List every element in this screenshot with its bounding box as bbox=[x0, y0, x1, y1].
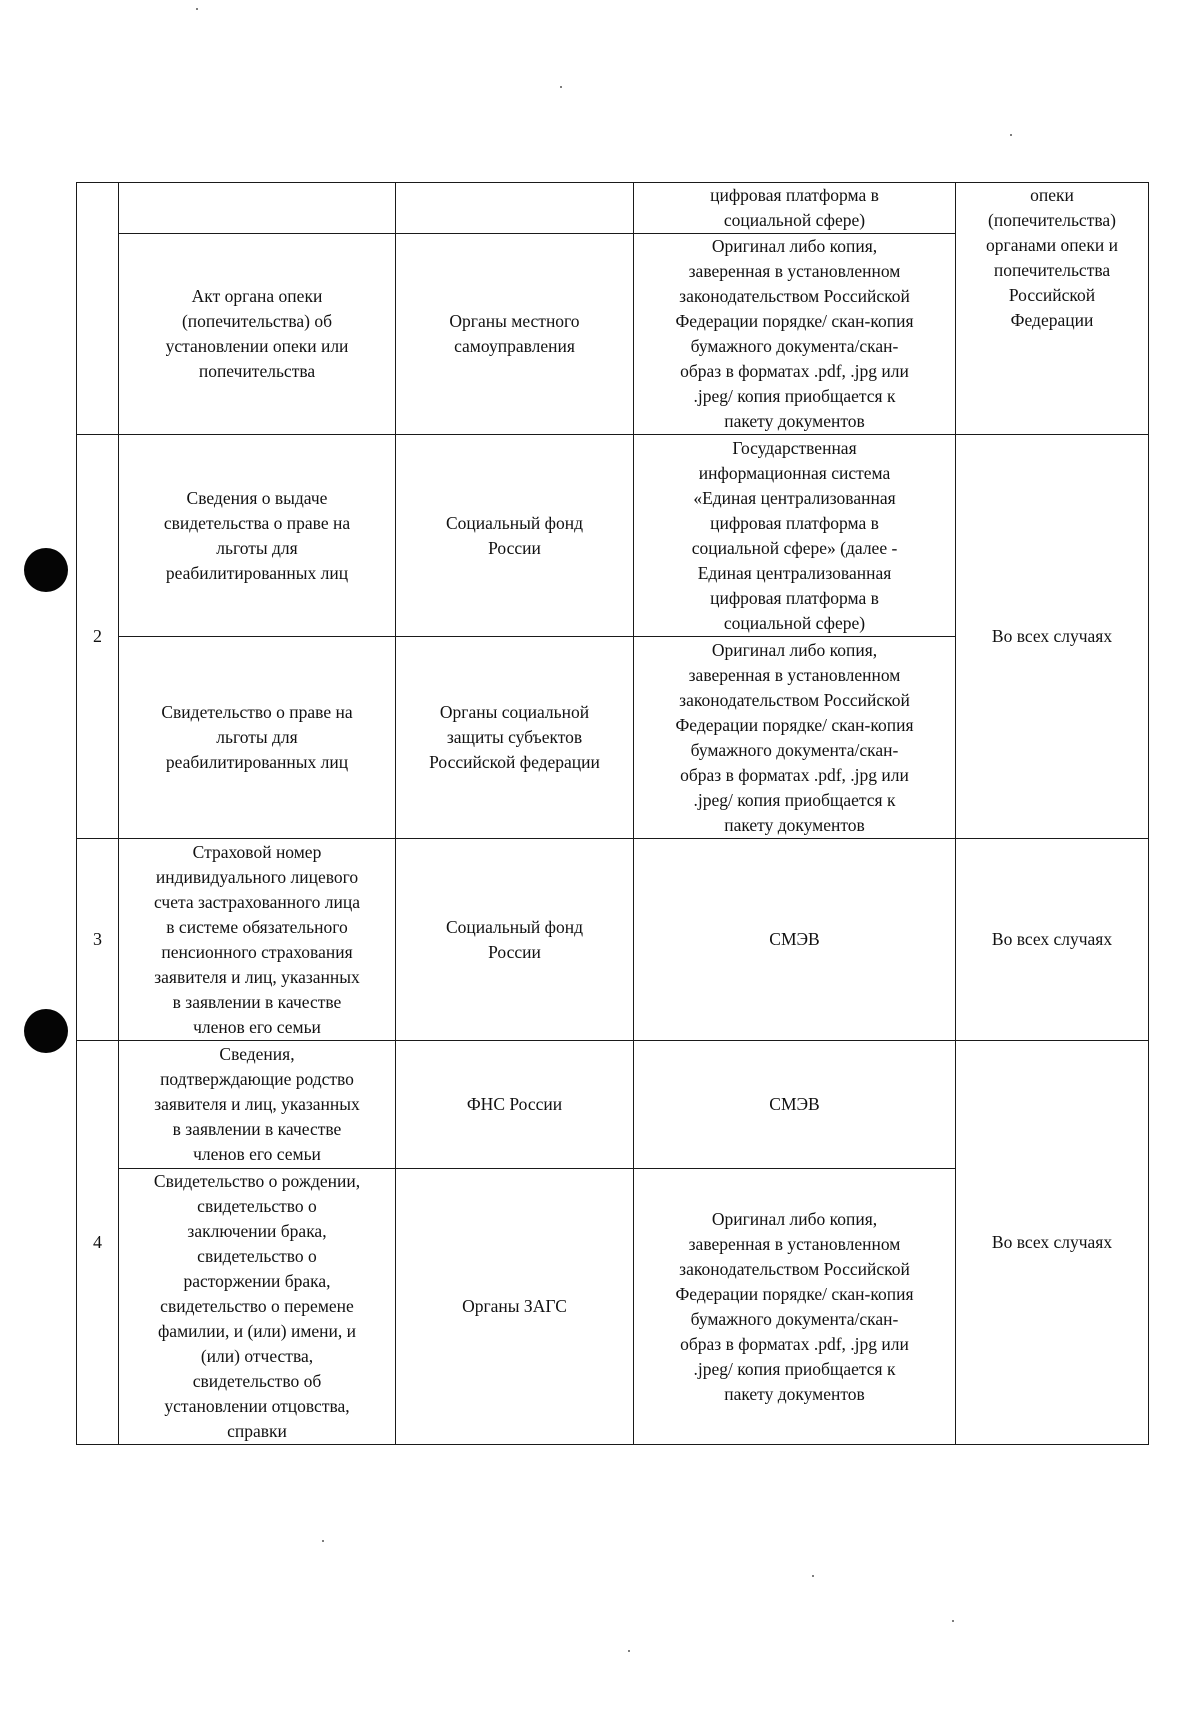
document-cell: Свидетельство о праве на льготы для реабилитированных лиц bbox=[119, 637, 396, 839]
row-number-cell bbox=[77, 183, 119, 435]
source-cell bbox=[396, 183, 634, 234]
method-cell: Оригинал либо копия, заверенная в установленном законодательством Российской Федерации порядке/ скан-копия бумажного документа/скан- образ в форматах .pdf, .jpg или .jpeg/ копия приобщается к пакету документов bbox=[634, 234, 956, 435]
cases-cell: Во всех случаях bbox=[956, 435, 1149, 839]
source-cell: Органы ЗАГС bbox=[396, 1169, 634, 1445]
table-row bbox=[77, 839, 1149, 1041]
document-cell bbox=[119, 183, 396, 234]
table-row bbox=[77, 183, 1149, 234]
document-cell: Сведения, подтверждающие родство заявителя и лиц, указанных в заявлении в качестве членов его семьи bbox=[119, 1041, 396, 1169]
cases-cell: Во всех случаях bbox=[956, 839, 1149, 1041]
punch-hole-top bbox=[24, 548, 68, 592]
punch-hole-bottom bbox=[24, 1009, 68, 1053]
method-cell: СМЭВ bbox=[634, 1041, 956, 1169]
row-number-cell: 4 bbox=[77, 1041, 119, 1445]
document-cell: Страховой номер индивидуального лицевого счета застрахованного лица в системе обязательного пенсионного страхования заявителя и лиц, указанных в заявлении в качестве членов его семьи bbox=[119, 839, 396, 1041]
scan-speck bbox=[628, 1650, 630, 1652]
table-row bbox=[77, 1041, 1149, 1169]
row-number-cell: 3 bbox=[77, 839, 119, 1041]
scan-speck bbox=[322, 1540, 324, 1542]
method-cell: Государственная информационная система «Единая централизованная цифровая платформа в социальной сфере» (далее - Единая централизованная цифровая платформа в социальной сфере) bbox=[634, 435, 956, 637]
method-cell: СМЭВ bbox=[634, 839, 956, 1041]
method-cell: цифровая платформа в социальной сфере) bbox=[634, 183, 956, 234]
method-cell: Оригинал либо копия, заверенная в установленном законодательством Российской Федерации порядке/ скан-копия бумажного документа/скан- образ в форматах .pdf, .jpg или .jpeg/ копия приобщается к пакету документов bbox=[634, 637, 956, 839]
cases-cell: опеки (попечительства) органами опеки и попечительства Российской Федерации bbox=[956, 183, 1149, 435]
document-cell: Свидетельство о рождении, свидетельство о заключении брака, свидетельство о расторжении брака, свидетельство о перемене фамилии, и (или) имени, и (или) отчества, свидетельство об установлении отцовства, справки bbox=[119, 1169, 396, 1445]
scan-speck bbox=[560, 86, 562, 88]
source-cell: Органы социальной защиты субъектов Российской федерации bbox=[396, 637, 634, 839]
cases-cell: Во всех случаях bbox=[956, 1041, 1149, 1445]
method-cell: Оригинал либо копия, заверенная в установленном законодательством Российской Федерации порядке/ скан-копия бумажного документа/скан- образ в форматах .pdf, .jpg или .jpeg/ копия приобщается к пакету документов bbox=[634, 1169, 956, 1445]
table-row bbox=[77, 435, 1149, 637]
scan-speck bbox=[196, 8, 198, 10]
document-cell: Акт органа опеки (попечительства) об установлении опеки или попечительства bbox=[119, 234, 396, 435]
document-cell: Сведения о выдаче свидетельства о праве на льготы для реабилитированных лиц bbox=[119, 435, 396, 637]
source-cell: Социальный фонд России bbox=[396, 435, 634, 637]
source-cell: Органы местного самоуправления bbox=[396, 234, 634, 435]
scan-speck bbox=[1010, 134, 1012, 136]
documents-table bbox=[76, 182, 1149, 1445]
scan-speck bbox=[952, 1620, 954, 1622]
row-number-cell: 2 bbox=[77, 435, 119, 839]
source-cell: Социальный фонд России bbox=[396, 839, 634, 1041]
scan-speck bbox=[812, 1575, 814, 1577]
source-cell: ФНС России bbox=[396, 1041, 634, 1169]
